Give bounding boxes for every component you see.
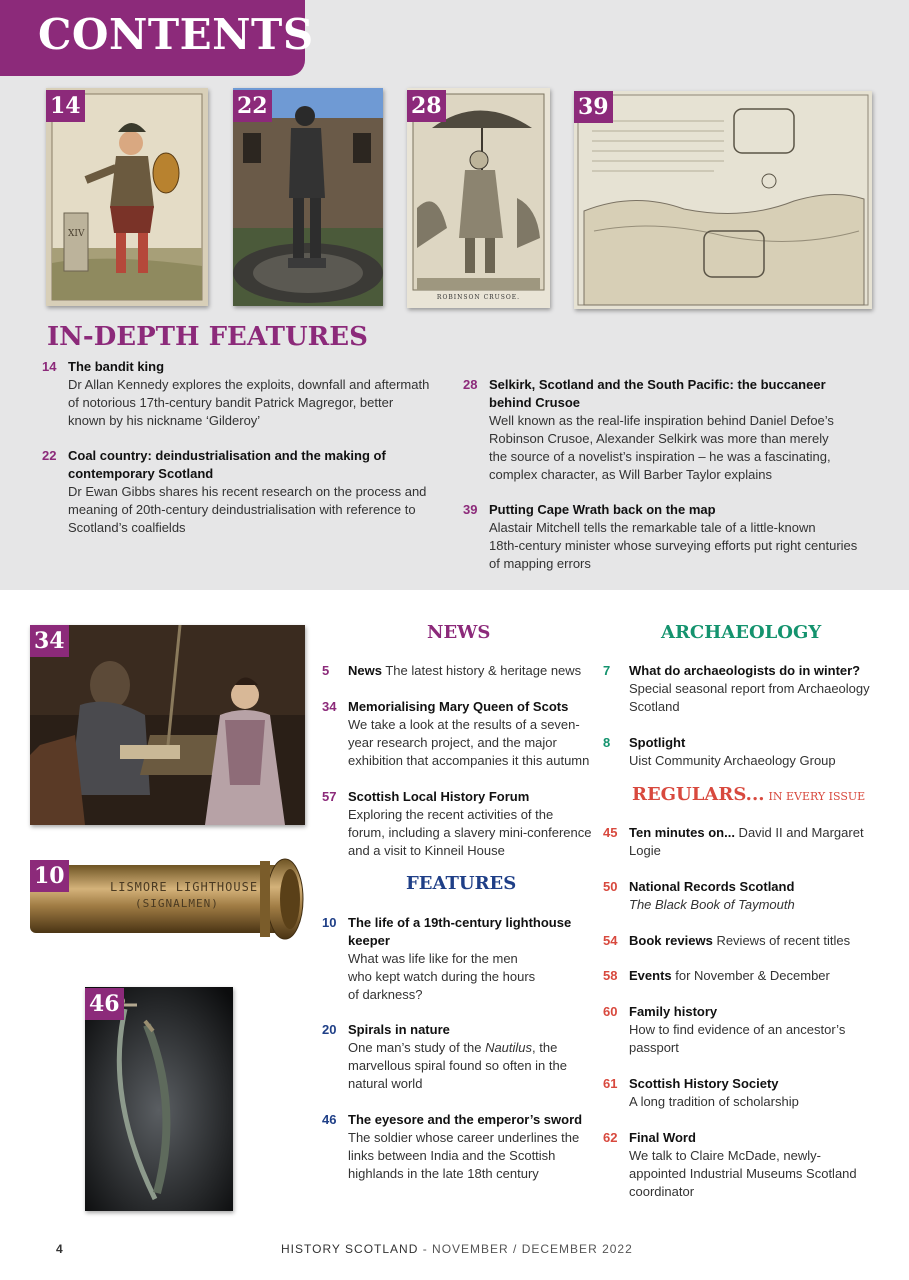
- features-heading: FEATURES: [406, 873, 517, 894]
- footer-credit: [281, 1242, 633, 1256]
- page-badge-34: 34: [30, 625, 69, 657]
- regulars-heading: [632, 784, 865, 805]
- in-depth-heading: IN-DEPTH FEATURES: [47, 322, 368, 352]
- regulars-title: REGULARS...: [632, 784, 765, 805]
- page-title: CONTENTS: [38, 10, 314, 59]
- crusoe-caption: ROBINSON CRUSOE.: [436, 294, 521, 301]
- page-badge-46: 46: [85, 988, 124, 1020]
- mary-queen-painting-illustration: [30, 625, 305, 825]
- archaeology-heading: ARCHAEOLOGY: [661, 622, 822, 643]
- cape-wrath-map-illustration: [574, 91, 872, 309]
- magazine-name: HISTORY SCOTLAND: [281, 1242, 419, 1256]
- cape-wrath-map-photo: [574, 91, 872, 309]
- page-badge-28: 28: [407, 90, 446, 122]
- page-badge-10: 10: [30, 860, 69, 892]
- mary-queen-painting-photo: [30, 625, 305, 825]
- page-badge-39: 39: [574, 91, 613, 123]
- page-badge-14: 14: [46, 90, 85, 122]
- regulars-subtitle: IN EVERY ISSUE: [768, 790, 866, 803]
- page-number: 4: [56, 1242, 63, 1256]
- sword-illustration: [85, 987, 233, 1211]
- page-badge-22: 22: [233, 90, 272, 122]
- telescope-illustration: [30, 855, 305, 943]
- emperors-sword-photo: [85, 987, 233, 1211]
- news-heading: NEWS: [427, 622, 491, 643]
- lighthouse-telescope-photo: [30, 855, 305, 943]
- issue-date: - NOVEMBER / DECEMBER 2022: [418, 1242, 633, 1256]
- svg-text:XIV: XIV: [68, 229, 85, 239]
- telescope-engraving-line1: LISMORE LIGHTHOUSE: [110, 880, 259, 894]
- telescope-engraving-line2: (SIGNALMEN): [135, 897, 219, 910]
- contents-tab: [0, 0, 314, 76]
